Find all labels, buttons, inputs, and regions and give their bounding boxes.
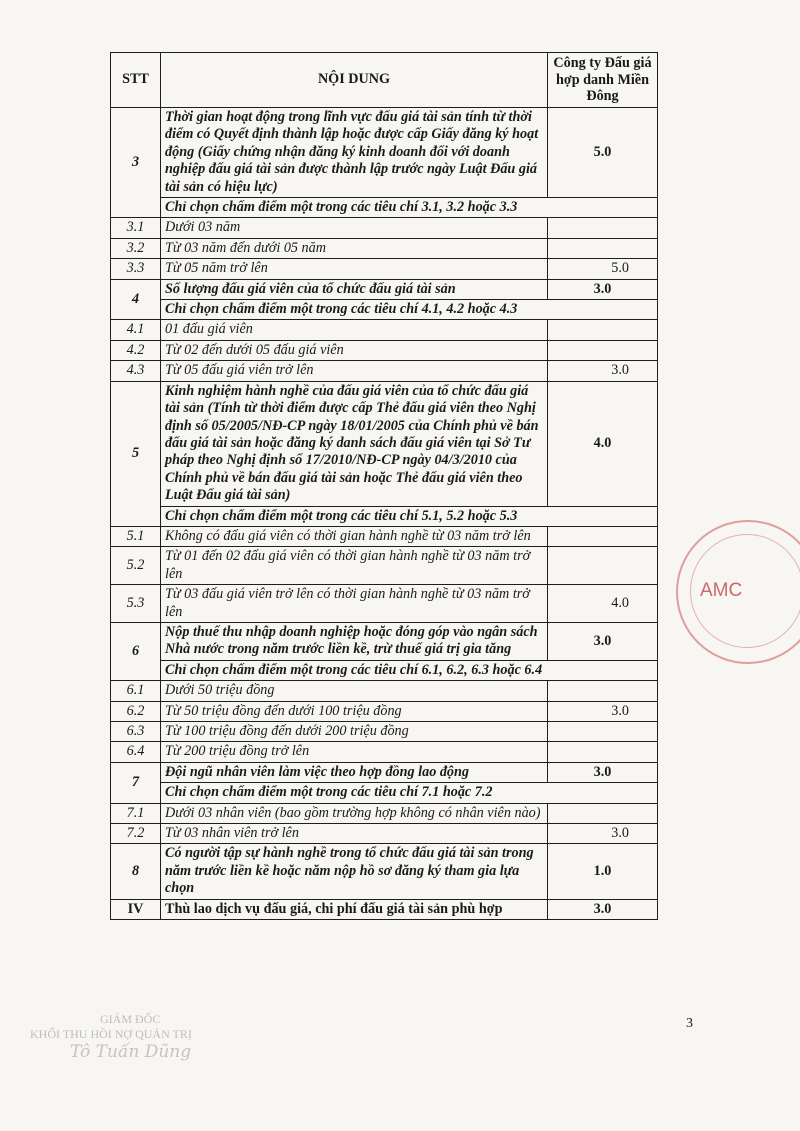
row-content: Chỉ chọn chấm điểm một trong các tiêu chí 3.1, 3.2 hoặc 3.3 xyxy=(161,198,658,218)
table-row xyxy=(111,381,658,506)
bleed-through-signature-block xyxy=(30,1012,192,1062)
row-content: Đội ngũ nhân viên làm việc theo hợp đồng lao động xyxy=(161,762,548,782)
row-score: 3.0 xyxy=(548,622,658,660)
table-row xyxy=(111,108,658,198)
row-content: Chỉ chọn chấm điểm một trong các tiêu chí 4.1, 4.2 hoặc 4.3 xyxy=(161,300,658,320)
row-stt: 5 xyxy=(111,381,161,526)
row-content: Nộp thuế thu nhập doanh nghiệp hoặc đóng góp vào ngân sách Nhà nước trong năm trước liền kề, trừ thuế giá trị gia tăng xyxy=(161,622,548,660)
row-score xyxy=(548,526,658,546)
row-stt: IV xyxy=(111,899,161,919)
row-content: Số lượng đấu giá viên của tổ chức đấu giá tài sản xyxy=(161,279,548,299)
row-stt: 4.3 xyxy=(111,361,161,381)
table-row xyxy=(111,622,658,660)
row-stt: 5.3 xyxy=(111,585,161,623)
table-row xyxy=(111,218,658,238)
row-score xyxy=(548,803,658,823)
row-content: Từ 100 triệu đồng đến dưới 200 triệu đồng xyxy=(161,722,548,742)
criteria-table xyxy=(110,52,658,920)
row-score: 1.0 xyxy=(548,844,658,899)
row-content: Chỉ chọn chấm điểm một trong các tiêu chí 5.1, 5.2 hoặc 5.3 xyxy=(161,506,658,526)
table-row xyxy=(111,899,658,919)
table-row xyxy=(111,681,658,701)
footer-department: KHỐI THU HỒI NỢ QUẢN TRỊ xyxy=(30,1027,192,1041)
row-score xyxy=(548,547,658,585)
row-score: 3.0 xyxy=(548,361,658,381)
row-content: Có người tập sự hành nghề trong tổ chức đấu giá tài sản trong năm trước liền kề hoặc năm nộp hồ sơ đăng ký tham gia lựa chọn xyxy=(161,844,548,899)
row-score: 3.0 xyxy=(548,824,658,844)
row-content: Từ 05 đấu giá viên trở lên xyxy=(161,361,548,381)
table-row xyxy=(111,660,658,680)
row-content: Từ 200 triệu đồng trở lên xyxy=(161,742,548,762)
row-score: 3.0 xyxy=(548,762,658,782)
row-stt: 3.3 xyxy=(111,259,161,279)
row-stt: 8 xyxy=(111,844,161,899)
row-content: Thời gian hoạt động trong lĩnh vực đấu giá tài sản tính từ thời điểm có Quyết định thành lập hoặc được cấp Giấy đăng ký hoạt động (Giấy chứng nhận đăng ký kinh doanh đối với doanh nghiệp đấu giá tài sản được thành lập trước ngày Luật Đấu giá tài sản có hiệu lực) xyxy=(161,108,548,198)
row-stt: 3.1 xyxy=(111,218,161,238)
table-row xyxy=(111,259,658,279)
table-row xyxy=(111,340,658,360)
row-stt: 5.2 xyxy=(111,547,161,585)
footer-title: GIÁM ĐỐC xyxy=(100,1012,161,1026)
table-row xyxy=(111,824,658,844)
table-header-row xyxy=(111,53,658,108)
table-row xyxy=(111,844,658,899)
table-row xyxy=(111,300,658,320)
row-stt: 6 xyxy=(111,622,161,680)
row-score xyxy=(548,742,658,762)
company-stamp-text: AMC xyxy=(700,580,743,601)
row-stt: 3.2 xyxy=(111,238,161,258)
row-content: Dưới 50 triệu đồng xyxy=(161,681,548,701)
row-stt: 5.1 xyxy=(111,526,161,546)
row-content: Từ 50 triệu đồng đến dưới 100 triệu đồng xyxy=(161,701,548,721)
table-row xyxy=(111,279,658,299)
page-number: 3 xyxy=(686,1016,693,1031)
table-row xyxy=(111,526,658,546)
table-row xyxy=(111,547,658,585)
row-content: Kinh nghiệm hành nghề của đấu giá viên của tổ chức đấu giá tài sản (Tính từ thời điểm được cấp Thẻ đấu giá viên theo Nghị định số 05/2005/NĐ-CP ngày 18/01/2005 của Chính phủ về bán đấu giá tài sản hoặc đăng ký danh sách đấu giá viên tại Sở Tư pháp theo Nghị định số 17/2010/NĐ-CP ngày 04/3/2010 của Chính phủ về bán đấu giá tài sản hoặc Thẻ đấu giá viên theo Luật Đấu giá tài sản) xyxy=(161,381,548,506)
footer-signature: Tô Tuấn Dũng xyxy=(70,1042,192,1062)
row-content: Từ 02 đến dưới 05 đấu giá viên xyxy=(161,340,548,360)
row-stt: 4.1 xyxy=(111,320,161,340)
row-score xyxy=(548,320,658,340)
row-score: 5.0 xyxy=(548,259,658,279)
table-row xyxy=(111,742,658,762)
row-stt: 6.4 xyxy=(111,742,161,762)
table-row xyxy=(111,762,658,782)
table-row xyxy=(111,238,658,258)
row-stt: 6.1 xyxy=(111,681,161,701)
row-content: Dưới 03 nhân viên (bao gồm trường hợp không có nhân viên nào) xyxy=(161,803,548,823)
row-score: 3.0 xyxy=(548,279,658,299)
table-row xyxy=(111,803,658,823)
table-row xyxy=(111,722,658,742)
table-row xyxy=(111,361,658,381)
row-content: Từ 03 nhân viên trở lên xyxy=(161,824,548,844)
row-stt: 3 xyxy=(111,108,161,218)
row-content: Từ 03 đấu giá viên trở lên có thời gian hành nghề từ 03 năm trở lên xyxy=(161,585,548,623)
header-noi-dung: NỘI DUNG xyxy=(161,53,548,108)
row-content: Từ 01 đến 02 đấu giá viên có thời gian hành nghề từ 03 năm trở lên xyxy=(161,547,548,585)
table-row xyxy=(111,783,658,803)
row-content: Từ 03 năm đến dưới 05 năm xyxy=(161,238,548,258)
row-content: Không có đấu giá viên có thời gian hành nghề từ 03 năm trở lên xyxy=(161,526,548,546)
table-row xyxy=(111,506,658,526)
row-stt: 4.2 xyxy=(111,340,161,360)
table-row xyxy=(111,320,658,340)
row-stt: 4 xyxy=(111,279,161,320)
row-content: Thù lao dịch vụ đấu giá, chi phí đấu giá tài sản phù hợp xyxy=(161,899,548,919)
row-stt: 7.2 xyxy=(111,824,161,844)
table-row xyxy=(111,585,658,623)
row-stt: 7.1 xyxy=(111,803,161,823)
row-score: 3.0 xyxy=(548,701,658,721)
header-stt: STT xyxy=(111,53,161,108)
row-score xyxy=(548,238,658,258)
row-stt: 7 xyxy=(111,762,161,803)
row-content: Chỉ chọn chấm điểm một trong các tiêu chí 7.1 hoặc 7.2 xyxy=(161,783,658,803)
row-score xyxy=(548,722,658,742)
row-content: 01 đấu giá viên xyxy=(161,320,548,340)
row-score xyxy=(548,218,658,238)
row-score: 4.0 xyxy=(548,585,658,623)
row-score: 4.0 xyxy=(548,381,658,506)
table-row xyxy=(111,198,658,218)
row-score xyxy=(548,681,658,701)
row-stt: 6.3 xyxy=(111,722,161,742)
row-score: 3.0 xyxy=(548,899,658,919)
row-score: 5.0 xyxy=(548,108,658,198)
table-row xyxy=(111,701,658,721)
row-content: Dưới 03 năm xyxy=(161,218,548,238)
row-content: Từ 05 năm trở lên xyxy=(161,259,548,279)
row-score xyxy=(548,340,658,360)
row-content: Chỉ chọn chấm điểm một trong các tiêu chí 6.1, 6.2, 6.3 hoặc 6.4 xyxy=(161,660,658,680)
header-company: Công ty Đấu giá hợp danh Miền Đông xyxy=(548,53,658,108)
row-stt: 6.2 xyxy=(111,701,161,721)
